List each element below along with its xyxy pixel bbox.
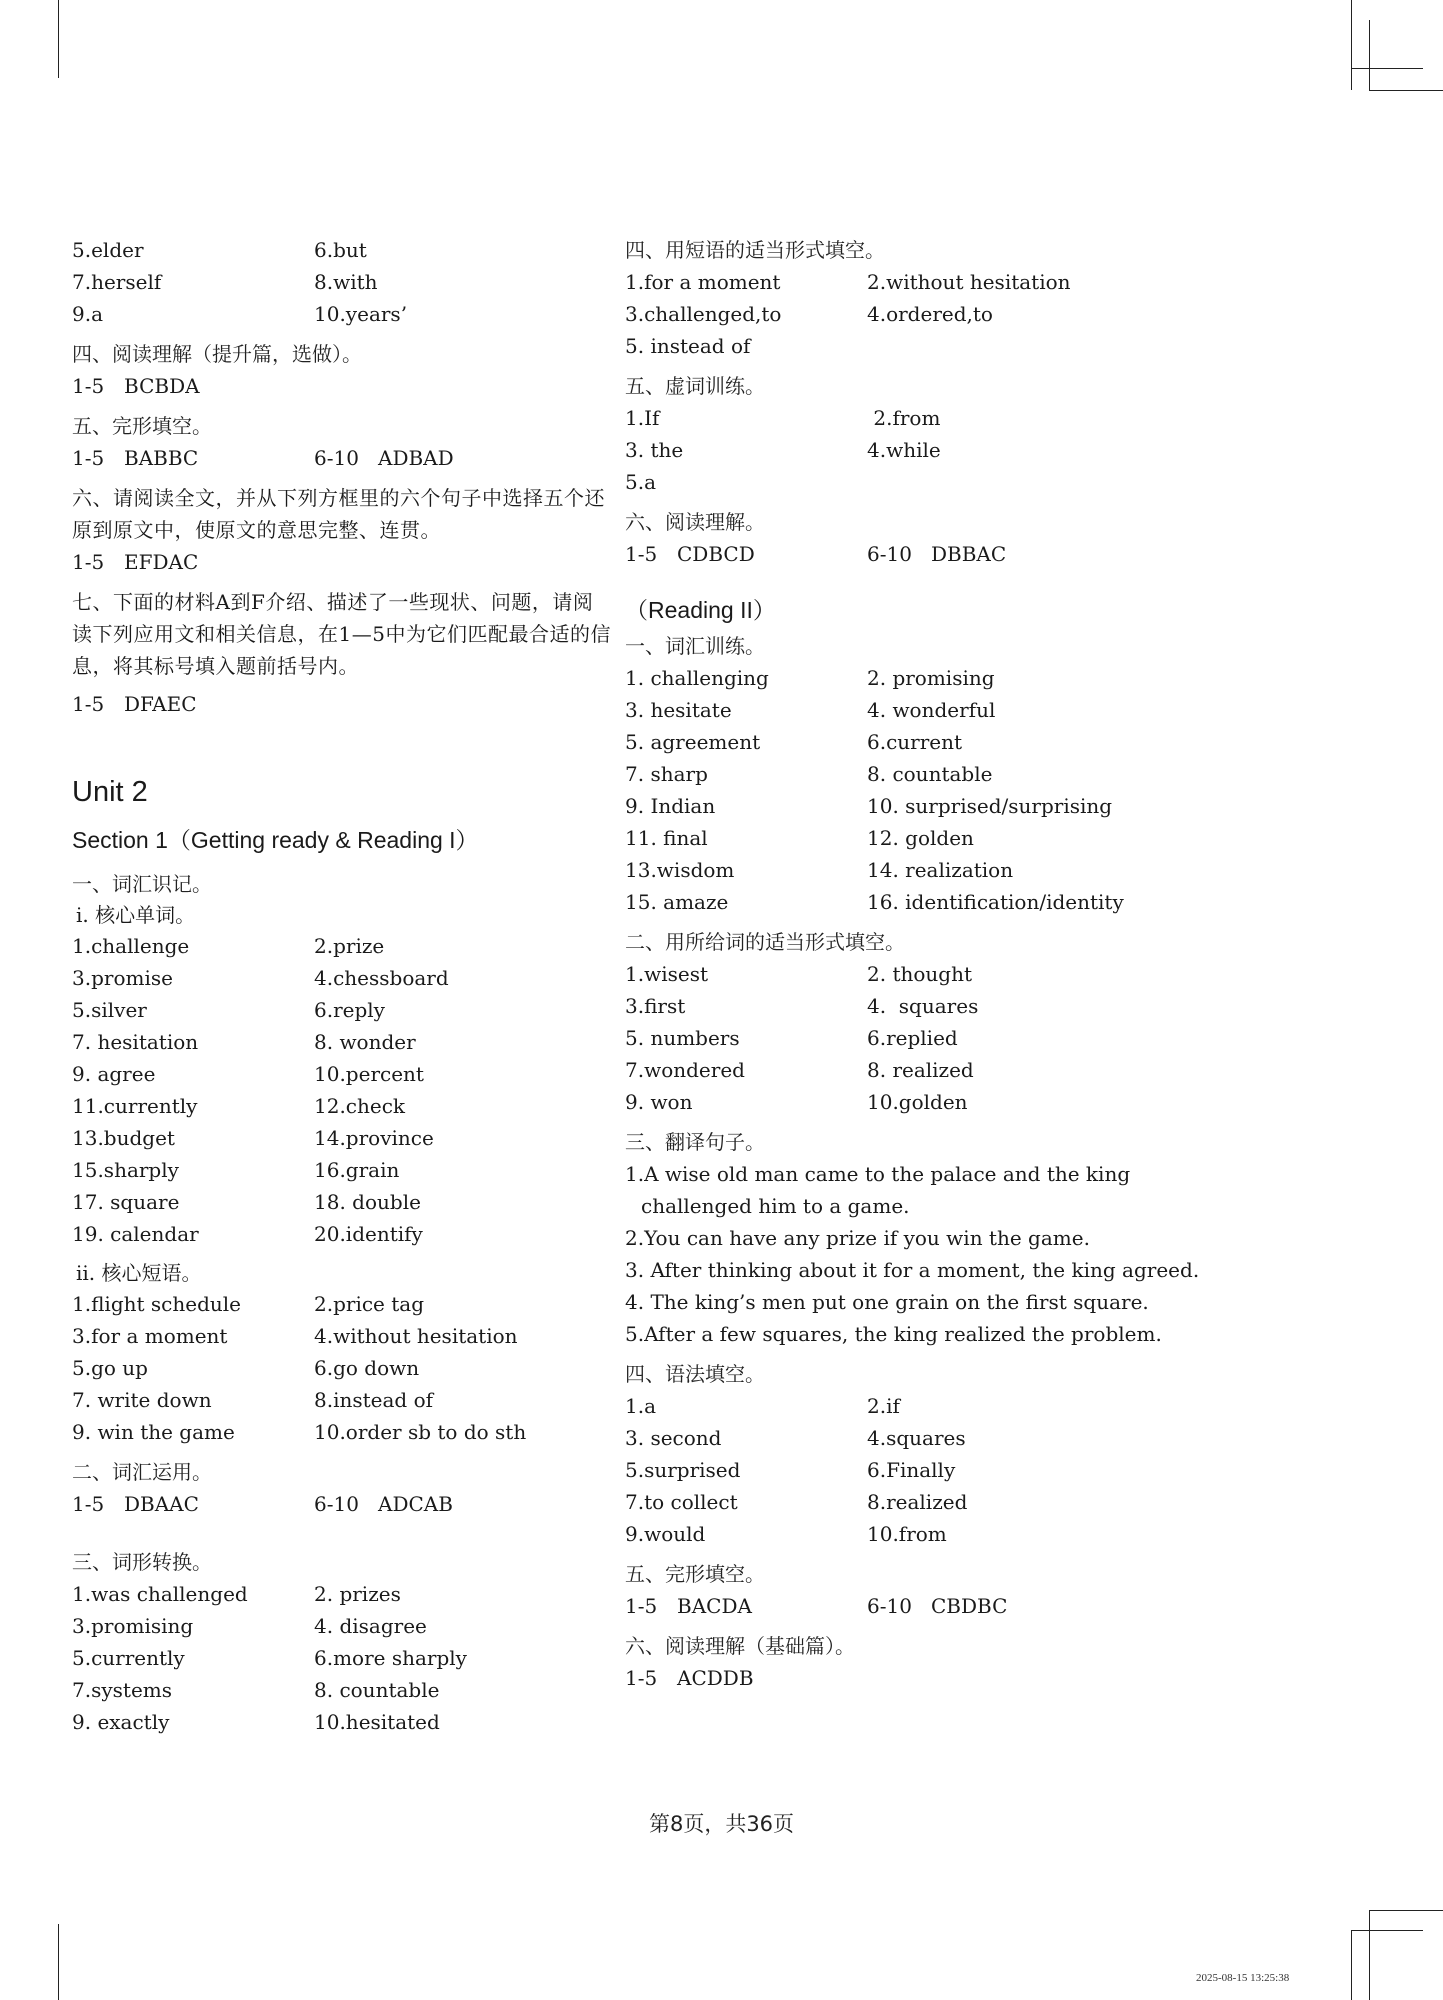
answer-pair: 1.a 2.if <box>625 1394 900 1418</box>
section-heading: 五、虚词训练。 <box>625 374 765 398</box>
answer-pair: 1.If 2.from <box>625 406 941 430</box>
answer-pair: 13.budget 14.province <box>72 1126 434 1150</box>
answer-pair: 3.first 4. squares <box>625 994 979 1018</box>
crop-mark <box>1369 1910 1443 1911</box>
subsection-heading: ⅰ. 核心单词。 <box>76 903 196 927</box>
answer-pair: 5.surprised 6.Finally <box>625 1458 956 1482</box>
answer-key: 1-5 BACDA 6-10 CBDBC <box>625 1594 1008 1618</box>
answer-pair: 3. the 4.while <box>625 438 941 462</box>
answer-pair: 9. win the game 10.order sb to do sth <box>72 1420 527 1444</box>
answer-pair: 7. hesitation 8. wonder <box>72 1030 416 1054</box>
right-column <box>625 234 1225 1694</box>
subsection-heading: ⅱ. 核心短语。 <box>76 1261 202 1285</box>
section-title: （Reading II） <box>625 597 776 623</box>
answer-pair: 5. instead of <box>625 334 751 358</box>
answer-pair: 3.for a moment 4.without hesitation <box>72 1324 518 1348</box>
section-heading: 六、阅读理解（基础篇）。 <box>625 1634 855 1658</box>
answer-key: 1-5 DBAAC 6-10 ADCAB <box>72 1492 453 1516</box>
answer-pair: 7.to collect 8.realized <box>625 1490 968 1514</box>
answer-pair: 19. calendar 20.identify <box>72 1222 423 1246</box>
section-title: Section 1（Getting ready & Reading I） <box>72 827 479 853</box>
answer-pair: 9. exactly 10.hesitated <box>72 1710 440 1734</box>
section-heading: 五、完形填空。 <box>625 1562 765 1586</box>
answer-pair: 3.challenged,to 4.ordered,to <box>625 302 993 326</box>
translation-sentence: 2.You can have any prize if you win the game. <box>625 1226 1090 1250</box>
translation-sentence: 4. The king’s men put one grain on the first square. <box>625 1290 1149 1314</box>
answer-pair: 3. hesitate 4. wonderful <box>625 698 996 722</box>
answer-pair: 7. sharp 8. countable <box>625 762 993 786</box>
section-heading: 五、完形填空。 <box>72 414 212 438</box>
answer-key: 1-5 ACDDB <box>625 1666 754 1690</box>
section-heading: 三、翻译句子。 <box>625 1130 765 1154</box>
section-heading: 一、词汇识记。 <box>72 872 212 896</box>
answer-pair: 3.promising 4. disagree <box>72 1614 427 1638</box>
answer-pair: 9.a 10.years’ <box>72 302 408 326</box>
answer-pair: 5.currently 6.more sharply <box>72 1646 467 1670</box>
answer-pair: 9. agree 10.percent <box>72 1062 424 1086</box>
answer-pair: 5.silver 6.reply <box>72 998 385 1022</box>
section-heading: 二、用所给词的适当形式填空。 <box>625 930 905 954</box>
translation-sentence: challenged him to a game. <box>641 1194 910 1218</box>
answer-pair: 7.herself 8.with <box>72 270 378 294</box>
answer-pair: 11. final 12. golden <box>625 826 974 850</box>
unit-title: Unit 2 <box>72 776 148 808</box>
crop-mark <box>1351 68 1423 69</box>
print-timestamp: 2025-08-15 13:25:38 <box>1196 1972 1290 1984</box>
answer-pair: 7. write down 8.instead of <box>72 1388 434 1412</box>
answer-pair: 9. won 10.golden <box>625 1090 968 1114</box>
answer-pair: 1.was challenged 2. prizes <box>72 1582 401 1606</box>
crop-mark <box>1351 0 1352 90</box>
section-heading: 七、下面的材料A到F介绍、描述了一些现状、问题，请阅读下列应用文和相关信息，在1—5中为它们匹配最合适的信息，将其标号填入题前括号内。 <box>72 590 611 678</box>
page-number: 第8页，共36页 <box>648 1812 795 1836</box>
section-heading: 六、请阅读全文，并从下列方框里的六个句子中选择五个还原到原文中，使原文的意思完整、连贯。 <box>72 486 605 542</box>
crop-mark <box>1369 90 1443 91</box>
answer-pair: 5.a <box>625 470 657 494</box>
answer-key: 1-5 DFAEC <box>72 692 197 716</box>
answer-key: 1-5 BCBDA <box>72 374 200 398</box>
crop-mark <box>58 0 59 78</box>
section-heading: 一、词汇训练。 <box>625 634 765 658</box>
crop-mark <box>1351 1930 1352 2000</box>
answer-key: 1-5 BABBC 6-10 ADBAD <box>72 446 454 470</box>
left-column <box>72 234 612 1738</box>
section-heading: 三、词形转换。 <box>72 1550 212 1574</box>
section-heading: 二、词汇运用。 <box>72 1460 212 1484</box>
crop-mark <box>58 1924 59 2000</box>
answer-pair: 7.wondered 8. realized <box>625 1058 974 1082</box>
section-heading: 四、语法填空。 <box>625 1362 765 1386</box>
crop-mark <box>1369 20 1370 90</box>
answer-pair: 5. numbers 6.replied <box>625 1026 958 1050</box>
answer-pair: 3. second 4.squares <box>625 1426 966 1450</box>
section-heading: 四、用短语的适当形式填空。 <box>625 238 885 262</box>
answer-pair: 9. Indian 10. surprised/surprising <box>625 794 1113 818</box>
answer-pair: 11.currently 12.check <box>72 1094 406 1118</box>
answer-pair: 1.wisest 2. thought <box>625 962 972 986</box>
section-heading: 四、阅读理解（提升篇，选做）。 <box>72 342 362 366</box>
translation-sentence: 3. After thinking about it for a moment, the king agreed. <box>625 1258 1200 1282</box>
answer-pair: 1.for a moment 2.without hesitation <box>625 270 1071 294</box>
answer-pair: 1.flight schedule 2.price tag <box>72 1292 424 1316</box>
answer-pair: 3.promise 4.chessboard <box>72 966 449 990</box>
answer-pair: 7.systems 8. countable <box>72 1678 440 1702</box>
answer-pair: 13.wisdom 14. realization <box>625 858 1014 882</box>
answer-pair: 1.challenge 2.prize <box>72 934 385 958</box>
crop-mark <box>1351 1930 1423 1931</box>
answer-pair: 9.would 10.from <box>625 1522 947 1546</box>
answer-key: 1-5 EFDAC <box>72 550 199 574</box>
section-heading: 六、阅读理解。 <box>625 510 765 534</box>
answer-pair: 5.go up 6.go down <box>72 1356 420 1380</box>
answer-pair: 15. amaze 16. identification/identity <box>625 890 1124 914</box>
translation-sentence: 1.A wise old man came to the palace and the king <box>625 1162 1131 1186</box>
answer-pair: 5.elder 6.but <box>72 238 367 262</box>
answer-pair: 5. agreement 6.current <box>625 730 963 754</box>
translation-sentence: 5.After a few squares, the king realized the problem. <box>625 1322 1162 1346</box>
crop-mark <box>1369 1910 1370 2000</box>
answer-pair: 17. square 18. double <box>72 1190 421 1214</box>
answer-pair: 15.sharply 16.grain <box>72 1158 400 1182</box>
answer-key: 1-5 CDBCD 6-10 DBBAC <box>625 542 1007 566</box>
answer-pair: 1. challenging 2. promising <box>625 666 995 690</box>
